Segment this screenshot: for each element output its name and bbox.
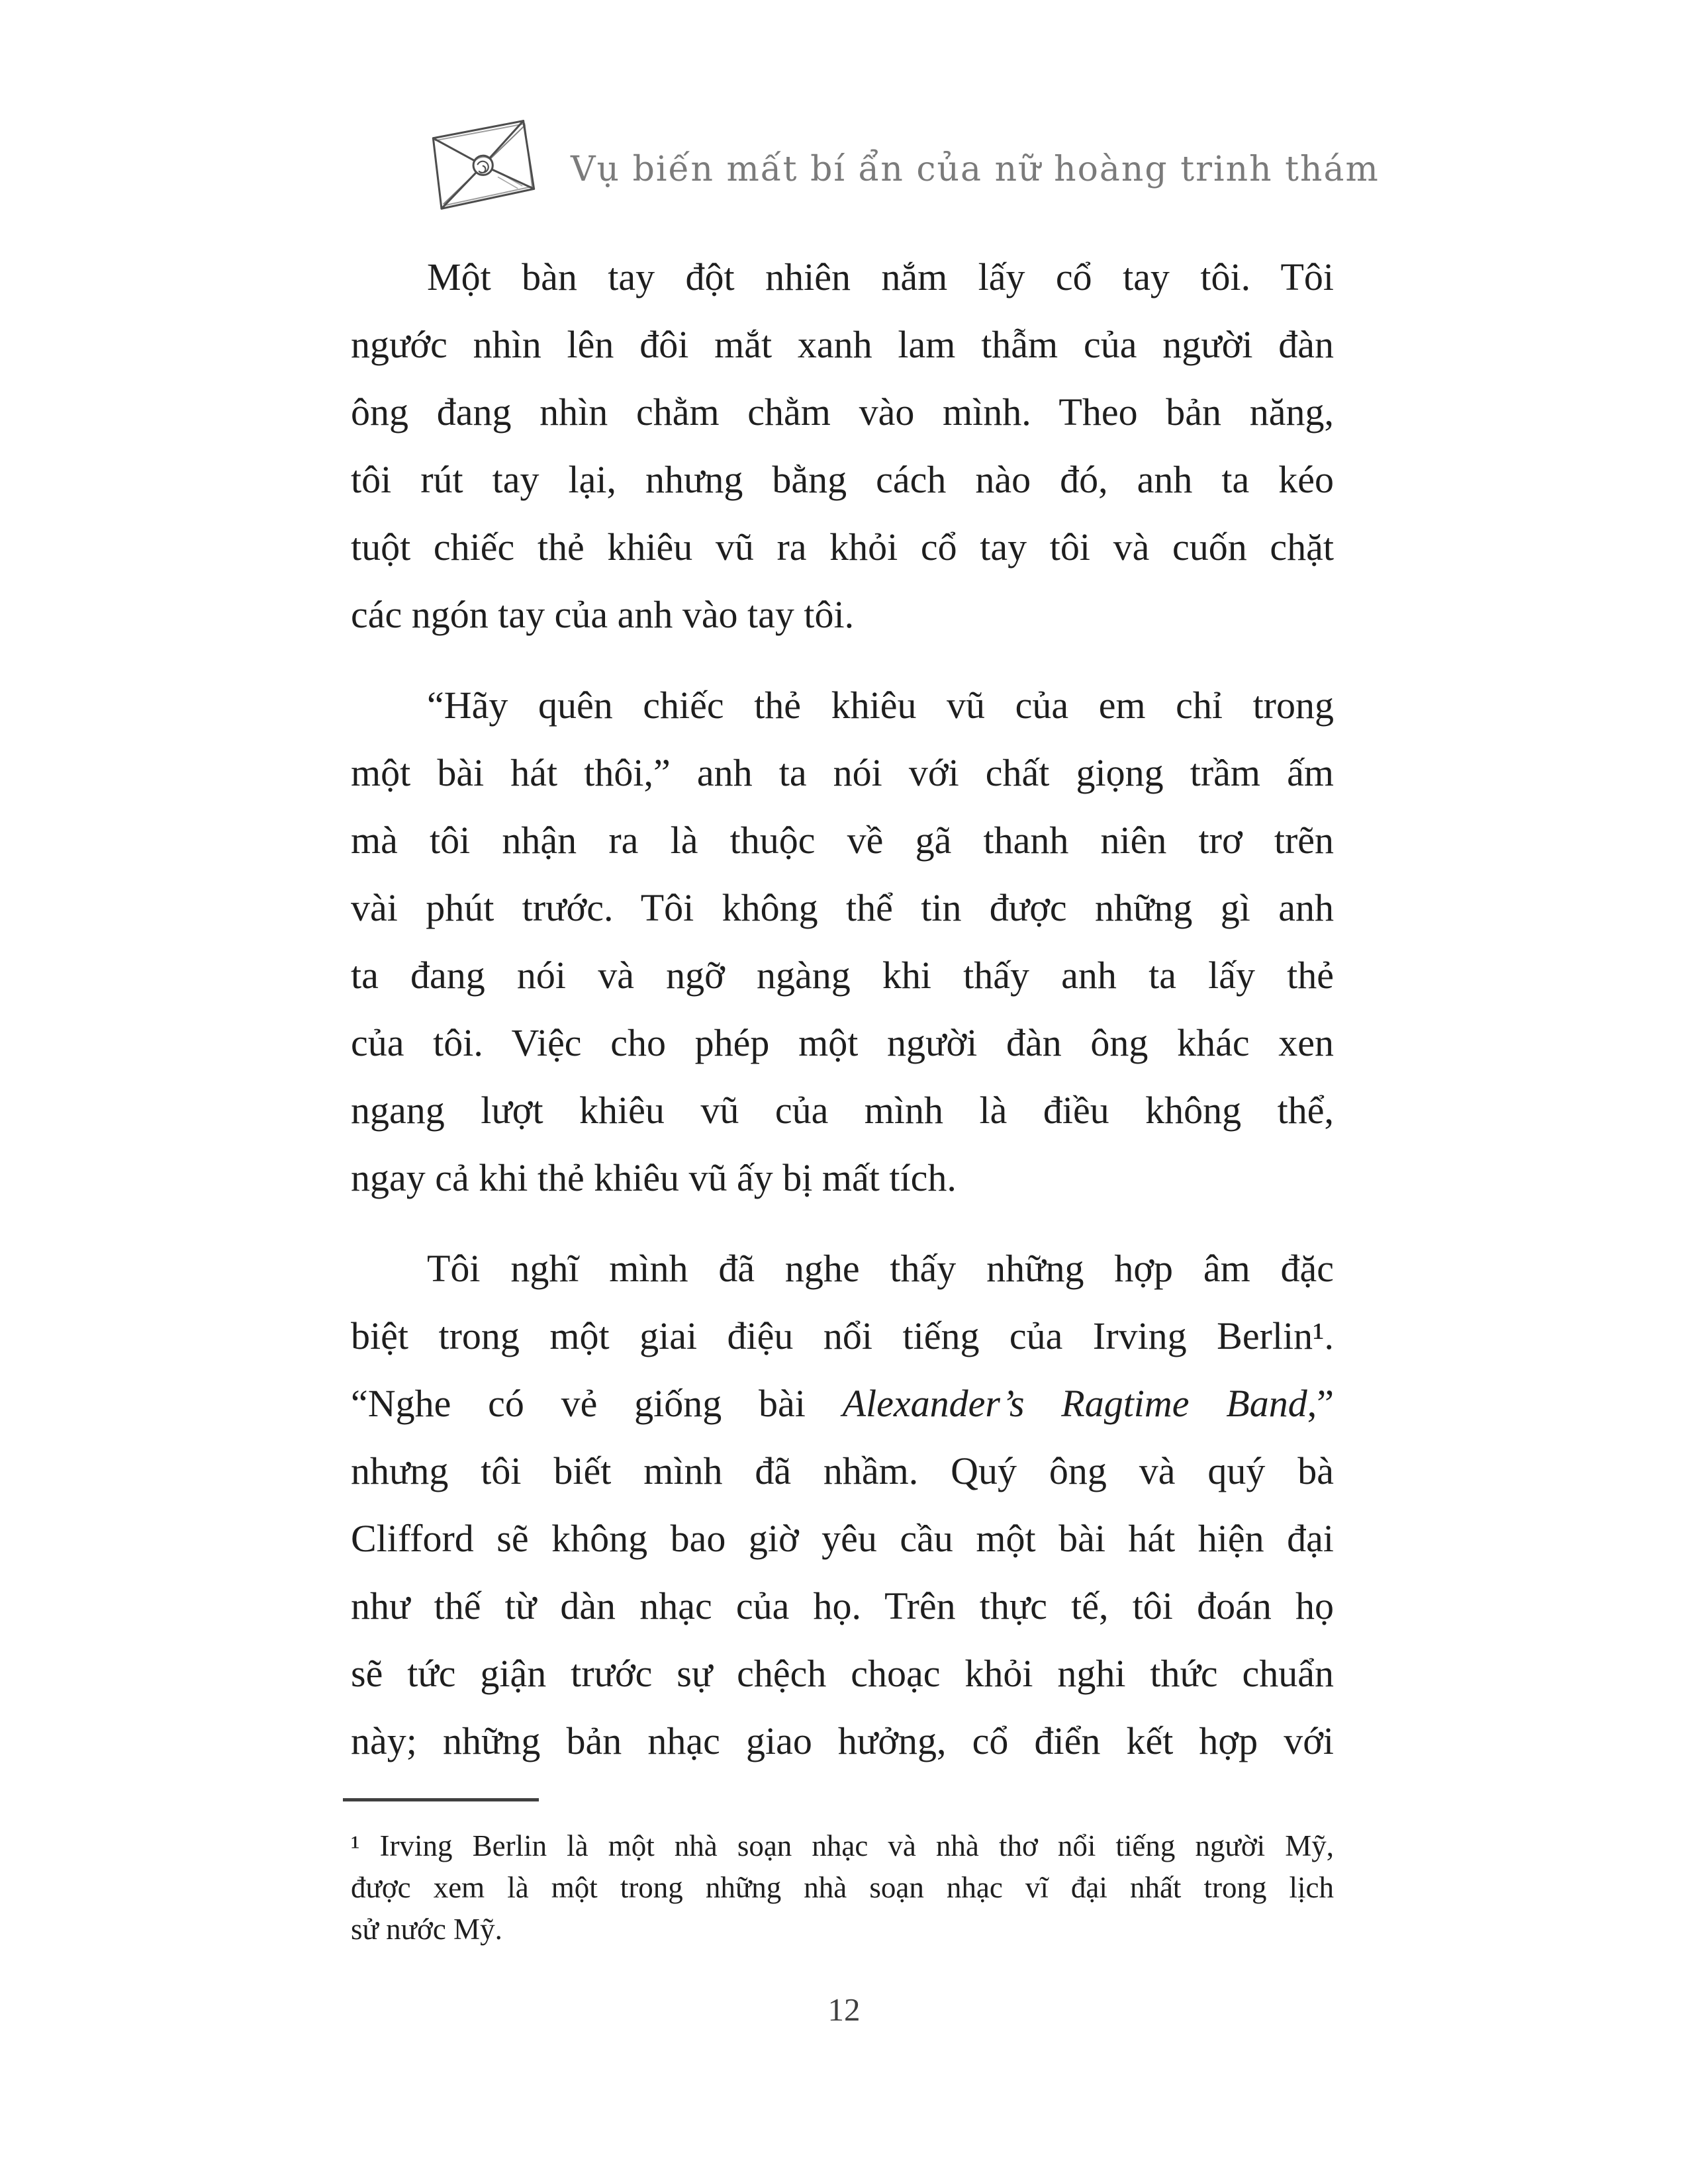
text-line: ông đang nhìn chằm chằm vào mình. Theo bản năng,	[351, 390, 1334, 433]
paragraph-2	[351, 672, 1334, 1212]
text-line: của tôi. Việc cho phép một người đàn ông khác xen	[351, 1021, 1334, 1064]
quote-prefix: “Nghe có vẻ giống bài	[351, 1382, 843, 1425]
text-line: Tôi nghĩ mình đã nghe thấy những hợp âm đặc	[427, 1247, 1334, 1290]
text-line: vài phút trước. Tôi không thể tin được những gì anh	[351, 886, 1334, 929]
text-line: này; những bản nhạc giao hưởng, cổ điển kết hợp với	[351, 1719, 1334, 1762]
text-line: biệt trong một giai điệu nổi tiếng của Irving Berlin¹.	[351, 1314, 1334, 1357]
paragraph-3	[351, 1235, 1334, 1775]
text-line: tuột chiếc thẻ khiêu vũ ra khỏi cổ tay tôi và cuốn chặt	[351, 525, 1334, 569]
page-header	[422, 116, 1380, 214]
text-line: Một bàn tay đột nhiên nắm lấy cổ tay tôi. Tôi	[427, 255, 1334, 298]
footnote-separator	[343, 1798, 539, 1801]
text-line: Clifford sẽ không bao giờ yêu cầu một bài hát hiện đại	[351, 1517, 1334, 1560]
page-number: 12	[827, 1991, 861, 2028]
footnote	[351, 1825, 1334, 1950]
envelope-icon	[420, 114, 541, 216]
text-line: ngước nhìn lên đôi mắt xanh lam thẫm của người đàn	[351, 323, 1334, 366]
text-line: ta đang nói và ngỡ ngàng khi thấy anh ta lấy thẻ	[351, 954, 1334, 997]
text-line-with-italic	[351, 1370, 1334, 1437]
text-line: “Hãy quên chiếc thẻ khiêu vũ của em chỉ trong	[427, 684, 1334, 727]
text-line: sẽ tức giận trước sự chệch choạc khỏi nghi thức chuẩn	[351, 1652, 1334, 1695]
text-line: các ngón tay của anh vào tay tôi.	[351, 593, 855, 636]
footnote-line: ¹ Irving Berlin là một nhà soạn nhạc và nhà thơ nổi tiếng người Mỹ,	[351, 1829, 1334, 1862]
paragraph-1	[351, 244, 1334, 649]
text-line: ngang lượt khiêu vũ của mình là điều không thể,	[351, 1089, 1334, 1132]
footnote-line: được xem là một trong những nhà soạn nhạc vĩ đại nhất trong lịch	[351, 1871, 1334, 1904]
quote-suffix: ,”	[1307, 1382, 1334, 1425]
running-title: Vụ biến mất bí ẩn của nữ hoàng trinh thám	[571, 150, 1380, 189]
text-line: ngay cả khi thẻ khiêu vũ ấy bị mất tích.	[351, 1156, 957, 1199]
footnote-line: sử nước Mỹ.	[351, 1913, 502, 1946]
text-line: một bài hát thôi,” anh ta nói với chất giọng trầm ấm	[351, 751, 1334, 794]
body-text	[351, 244, 1334, 1950]
song-title-italic: Alexander’s Ragtime Band	[842, 1382, 1307, 1425]
text-line: mà tôi nhận ra là thuộc về gã thanh niên trơ trẽn	[351, 819, 1334, 862]
text-line: như thế từ dàn nhạc của họ. Trên thực tế, tôi đoán họ	[351, 1584, 1334, 1627]
text-line: nhưng tôi biết mình đã nhầm. Quý ông và quý bà	[351, 1449, 1334, 1492]
text-line: tôi rút tay lại, nhưng bằng cách nào đó, anh ta kéo	[351, 458, 1334, 501]
